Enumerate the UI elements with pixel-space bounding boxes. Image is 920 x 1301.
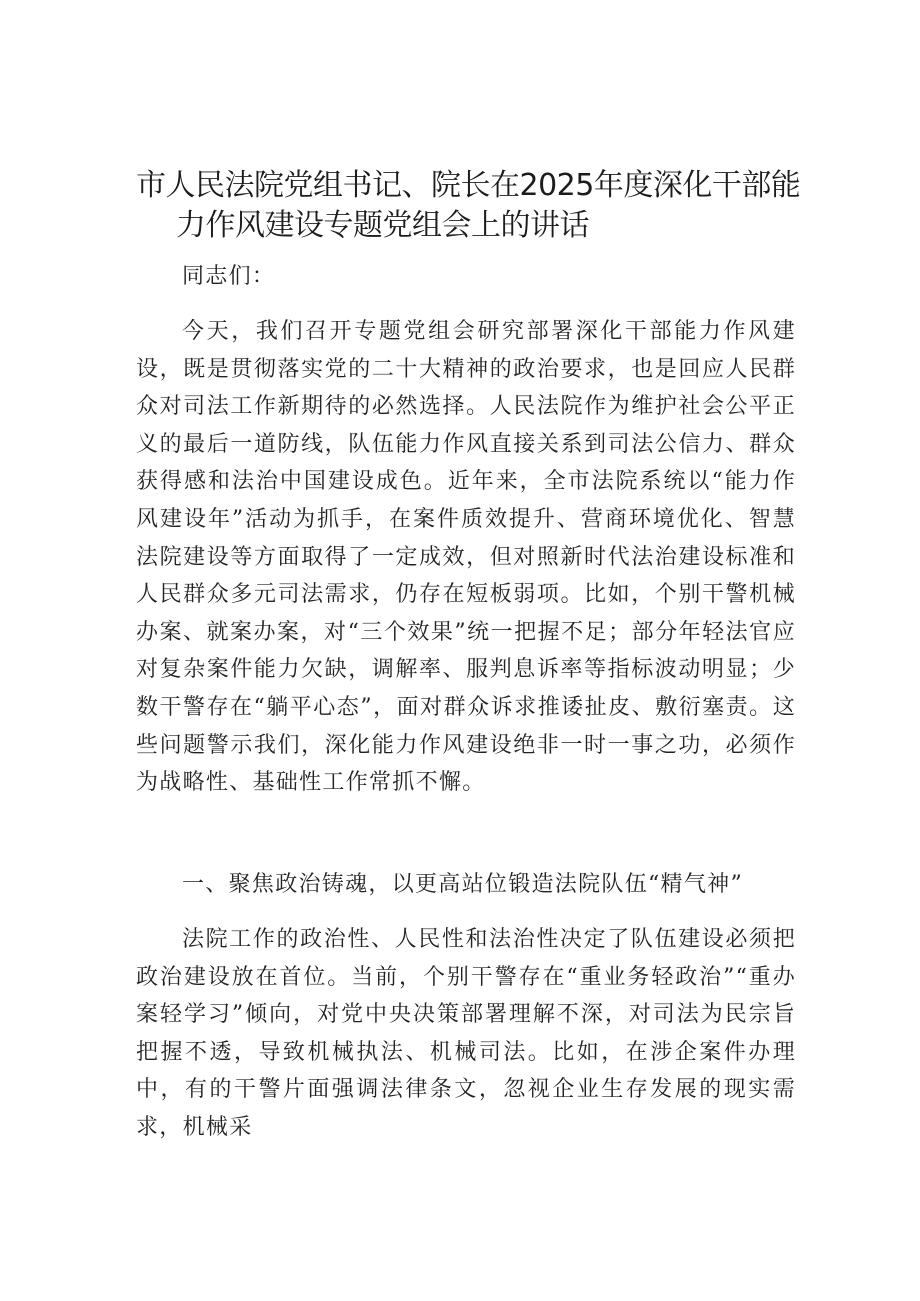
title-line-1: 市人民法院党组书记、院长在2025年度深化干部能: [136, 168, 801, 203]
title-line-2: 力作风建设专题党组会上的讲话: [176, 208, 589, 243]
document-title: [136, 166, 801, 246]
section-heading-1: 一、聚焦政治铸魂，以更高站位锻造法院队伍“精气神”: [182, 872, 743, 897]
paragraph-intro: 今天，我们召开专题党组会研究部署深化干部能力作风建设，既是贯彻落实党的二十大精神的政治要求，也是回应人民群众对司法工作新期待的必然选择。人民法院作为维护社会公平正义的最后一道防线，队伍能力作风直接关系到司法公信力、群众获得感和法治中国建设成色。近年来，全市法院系统以“能力作风建设年”活动为抓手，在案件质效提升、营商环境优化、智慧法院建设等方面取得了一定成效，但对照新时代法治建设标准和人民群众多元司法需求，仍存在短板弱项。比如，个别干警机械办案、就案办案，对“三个效果”统一把握不足；部分年轻法官应对复杂案件能力欠缺，调解率、服判息诉率等指标波动明显；少数干警存在“躺平心态”，面对群众诉求推诿扯皮、敷衍塞责。这些问题警示我们，深化能力作风建设绝非一时一事之功，必须作为战略性、基础性工作常抓不懈。: [136, 319, 796, 796]
paragraph-section-1: 法院工作的政治性、人民性和法治性决定了队伍建设必须把政治建设放在首位。当前，个别干警存在“重业务轻政治”“重办案轻学习”倾向，对党中央决策部署理解不深，对司法为民宗旨把握不透，导致机械执法、机械司法。比如，在涉企案件办理中，有的干警片面强调法律条文，忽视企业生存发展的现实需求，机械采: [136, 927, 796, 1140]
salutation: 同志们：: [182, 264, 276, 289]
